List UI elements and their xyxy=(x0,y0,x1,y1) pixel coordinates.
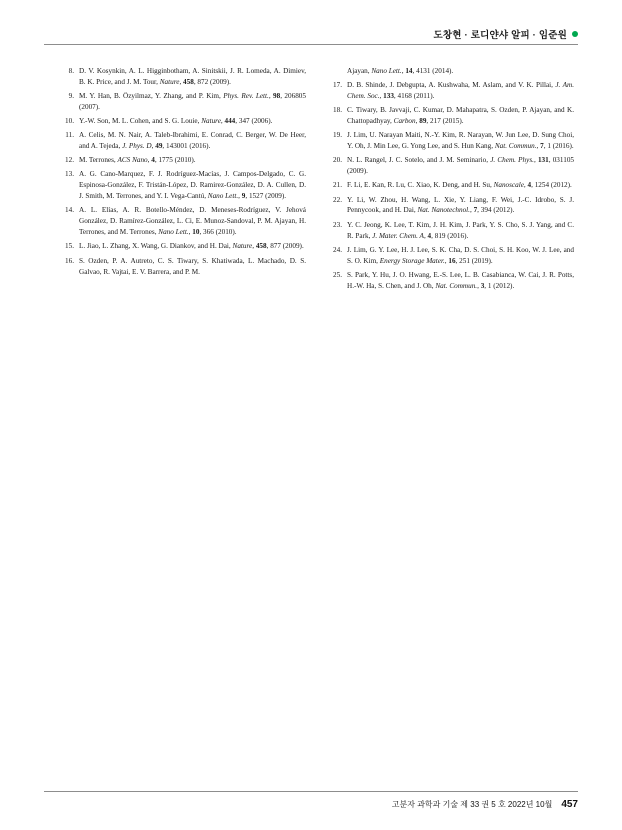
reference-text: Y.-W. Son, M. L. Cohen, and S. G. Louie, Nature, 444, 347 (2006). xyxy=(79,117,273,126)
reference-text: F. Li, E. Kan, R. Lu, C. Xiao, K. Deng, and H. Su, Nanoscale, 4, 1254 (2012). xyxy=(347,181,572,190)
header-author-list: 도창현 · 로디얀샤 알피 · 임준원 xyxy=(433,30,567,41)
reference-number: 12. xyxy=(65,156,74,165)
reference-item xyxy=(330,130,574,152)
reference-number: 9. xyxy=(68,92,74,101)
reference-text: C. Tiwary, B. Javvaji, C. Kumar, D. Mahapatra, S. Ozden, P. Ajayan, and K. Chattopadhyay, Carbon, 89, 217 (2015). xyxy=(347,106,574,126)
footer-divider xyxy=(44,791,578,792)
reference-text: M. Y. Han, B. Özyilmaz, Y. Zhang, and P. Kim, Phys. Rev. Lett., 98, 206805 (2007). xyxy=(79,92,306,111)
reference-text: Y. C. Jeong, K. Lee, T. Kim, J. H. Kim, J. Park, Y. S. Cho, S. J. Yang, and C. R. Park, J. Mater. Chem. A, 4, 819 (2016). xyxy=(347,220,574,240)
reference-item xyxy=(62,155,306,166)
reference-text: D. V. Kosynkin, A. L. Higginbotham, A. Sinitskii, J. R. Lomeda, A. Dimiev, B. K. Price, and J. M. Tour, Nature, 458, 872 (2009). xyxy=(79,67,306,86)
reference-number: 13. xyxy=(65,170,74,179)
reference-item xyxy=(62,130,306,152)
reference-number: 11. xyxy=(65,131,74,140)
reference-number: 25. xyxy=(333,270,342,279)
reference-number: 16. xyxy=(65,256,74,265)
reference-item xyxy=(62,241,306,252)
reference-text: L. Jiao, L. Zhang, X. Wang, G. Diankov, and H. Dai, Nature, 458, 877 (2009). xyxy=(79,242,304,251)
reference-item xyxy=(62,169,306,202)
reference-number: 21. xyxy=(333,181,342,190)
reference-column-left xyxy=(62,66,306,281)
reference-item xyxy=(330,80,574,102)
page-footer xyxy=(392,799,578,810)
reference-text: S. Park, Y. Hu, J. O. Hwang, E.-S. Lee, L. B. Casabianca, W. Cai, J. R. Potts, H.-W. Ha, S. Chen, and J. Oh, Nat. Commun., 3, 1 (2012). xyxy=(347,270,574,290)
header-divider xyxy=(44,44,578,45)
reference-number: 24. xyxy=(333,245,342,254)
reference-number: 10. xyxy=(65,117,74,126)
reference-number: 8. xyxy=(68,67,74,75)
reference-column-right xyxy=(330,66,574,295)
reference-text: M. Terrones, ACS Nano, 4, 1775 (2010). xyxy=(79,156,196,165)
page-number: 457 xyxy=(561,799,578,810)
reference-number: 14. xyxy=(65,206,74,215)
reference-item xyxy=(330,105,574,127)
reference-number: 15. xyxy=(65,242,74,251)
footer-journal-info: 고분자 과학과 기술 제 33 권 5 호 2022년 10월 xyxy=(391,800,553,809)
reference-number: 19. xyxy=(333,131,342,140)
reference-text: A. L. Elías, A. R. Botello-Méndez, D. Meneses-Rodríguez, V. Jehová González, D. Ramírez-González, L. Ci, E. Munoz-Sandoval, P. M. Ajayan, H. Terrones, and M. Terrones, Nano Lett., 10, 366 (2010). xyxy=(79,206,306,237)
reference-number: 18. xyxy=(333,106,342,115)
reference-item xyxy=(62,116,306,127)
green-dot-icon xyxy=(572,31,578,37)
reference-text: S. Ozden, P. A. Autreto, C. S. Tiwary, S. Khatiwada, L. Machado, D. S. Galvao, R. Vajtai, E. V. Barrera, and P. M. xyxy=(79,256,306,276)
reference-item xyxy=(330,220,574,242)
reference-item xyxy=(330,270,574,292)
reference-item xyxy=(330,155,574,177)
reference-item xyxy=(330,195,574,217)
reference-text: J. Lim, G. Y. Lee, H. J. Lee, S. K. Cha, D. S. Choi, S. H. Koo, W. J. Lee, and S. O. Kim, Energy Storage Mater., 16, 251 (2019). xyxy=(347,245,574,265)
reference-text: J. Lim, U. Narayan Maiti, N.-Y. Kim, R. Narayan, W. Jun Lee, D. Sung Choi, Y. Oh, J. Min Lee, G. Yong Lee, and S. Hun Kang, Nat. Commun., 7, 1 (2016). xyxy=(347,131,574,151)
reference-number: 22. xyxy=(333,195,342,204)
reference-text: N. L. Rangel, J. C. Sotelo, and J. M. Seminario, J. Chem. Phys., 131, 031105 (2009). xyxy=(347,156,575,176)
reference-continuation: Ajayan, Nano Lett., 14, 4131 (2014). xyxy=(347,67,454,75)
reference-item xyxy=(62,91,306,113)
reference-text: A. G. Cano-Marquez, F. J. Rodríguez-Macías, J. Campos-Delgado, C. G. Espinosa-González, F. Tristán-López, D. Ramirez-González, D. A. Cullen, D. J. Smith, M. Terrones, and Y. I. Vega-Cantú, Nano Lett., 9, 1527 (2009). xyxy=(79,170,306,201)
reference-item xyxy=(62,66,306,88)
reference-text: D. B. Shinde, J. Debgupta, A. Kushwaha, M. Aslam, and V. K. Pillai, J. Am. Chem. Soc., 133, 4168 (2011). xyxy=(347,81,574,101)
reference-text: A. Celis, M. N. Nair, A. Taleb-Ibrahimi, E. Conrad, C. Berger, W. De Heer, and A. Tejeda, J. Phys. D, 49, 143001 (2016). xyxy=(79,131,306,151)
reference-text: Y. Li, W. Zhou, H. Wang, L. Xie, Y. Liang, F. Wei, J.-C. Idrobo, S. J. Pennycook, and H. Dai, Nat. Nanotechnol., 7, 394 (2012). xyxy=(347,195,574,215)
page-header xyxy=(434,27,578,41)
reference-number: 23. xyxy=(333,220,342,229)
reference-item xyxy=(330,180,574,191)
reference-item xyxy=(62,256,306,278)
reference-columns xyxy=(62,66,574,295)
reference-number: 17. xyxy=(333,81,342,90)
reference-item xyxy=(62,205,306,238)
reference-number: 20. xyxy=(333,156,342,165)
reference-item xyxy=(330,245,574,267)
